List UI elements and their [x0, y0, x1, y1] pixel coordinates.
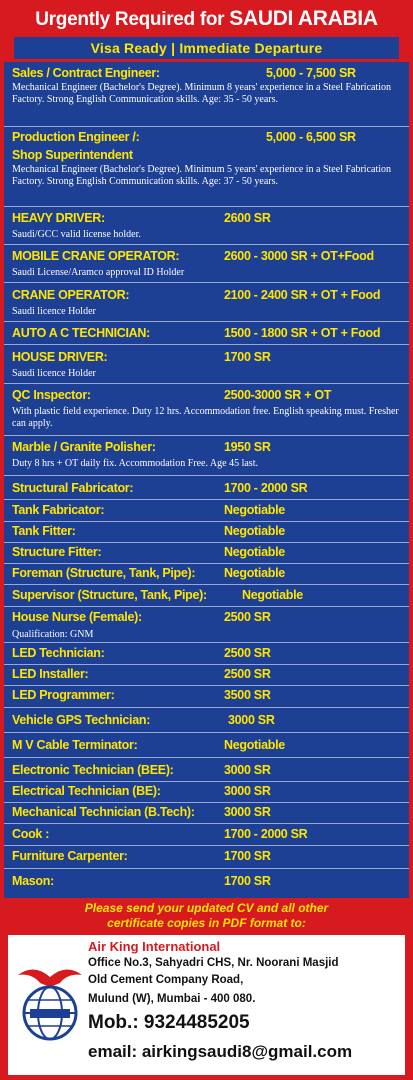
- divider: [4, 757, 409, 758]
- job-salary: Negotiable: [224, 566, 285, 580]
- job-description: Saudi licence Holder: [12, 368, 96, 379]
- job-title: Production Engineer /:: [12, 130, 140, 144]
- address-line-2: Old Cement Company Road,: [88, 974, 244, 986]
- job-title: QC Inspector:: [12, 388, 91, 402]
- job-title: Tank Fabricator:: [12, 503, 105, 517]
- job-description: Saudi License/Aramco approval ID Holder: [12, 267, 185, 278]
- job-description: Duty 8 hrs + OT daily fix. Accommodation Free. Age 45 last.: [12, 458, 258, 469]
- job-title: Marble / Granite Polisher:: [12, 440, 156, 454]
- job-title: M V Cable Terminator:: [12, 738, 138, 752]
- mobile-number[interactable]: Mob.: 9324485205: [88, 1012, 250, 1033]
- job-title: LED Technician:: [12, 646, 105, 660]
- job-salary: 2500 SR: [224, 610, 271, 624]
- divider: [4, 685, 409, 686]
- job-title: Mechanical Technician (B.Tech):: [12, 805, 195, 819]
- job-title: Furniture Carpenter:: [12, 849, 128, 863]
- job-salary: 2600 SR: [224, 211, 271, 225]
- divider: [4, 845, 409, 846]
- job-salary: 1700 SR: [224, 849, 271, 863]
- divider: [4, 563, 409, 564]
- divider: [4, 499, 409, 500]
- divider: [4, 244, 409, 245]
- job-salary: Negotiable: [242, 588, 303, 602]
- divider: [4, 642, 409, 643]
- cv-instructions-line2: certificate copies in PDF format to:: [107, 916, 306, 930]
- job-salary: Negotiable: [224, 503, 285, 517]
- job-salary: 1700 SR: [224, 874, 271, 888]
- divider: [4, 707, 409, 708]
- divider: [4, 475, 409, 476]
- divider: [4, 584, 409, 585]
- job-title: AUTO A C TECHNICIAN:: [12, 326, 150, 340]
- divider: [4, 435, 409, 436]
- divider: [4, 802, 409, 803]
- job-salary: 2600 - 3000 SR + OT+Food: [224, 249, 374, 263]
- job-title: Vehicle GPS Technician:: [12, 713, 151, 727]
- contact-card: [8, 935, 405, 1075]
- globe-eagle-logo: [16, 955, 84, 1045]
- job-title: Foreman (Structure, Tank, Pipe):: [12, 566, 196, 580]
- job-description: Qualification: GNM: [12, 629, 94, 640]
- email-address[interactable]: email: airkingsaudi8@gmail.com: [88, 1042, 353, 1061]
- job-description: Saudi/GCC valid license holder.: [12, 229, 141, 240]
- divider: [4, 321, 409, 322]
- divider: [4, 521, 409, 522]
- job-salary: 5,000 - 6,500 SR: [266, 130, 356, 144]
- job-description: With plastic field experience. Duty 12 hrs. Accommodation free. English speaking must. Fresher can apply.: [12, 406, 399, 429]
- job-description: Saudi licence Holder: [12, 306, 96, 317]
- divider: [4, 126, 409, 127]
- job-title: House Nurse (Female):: [12, 610, 142, 624]
- divider: [4, 664, 409, 665]
- title-country: SAUDI ARABIA: [229, 7, 378, 30]
- job-title: MOBILE CRANE OPERATOR:: [12, 249, 180, 263]
- job-salary: 3000 SR: [224, 784, 271, 798]
- job-title: Supervisor (Structure, Tank, Pipe):: [12, 588, 207, 602]
- job-salary: 2100 - 2400 SR + OT + Food: [224, 288, 381, 302]
- company-name: Air King International: [88, 939, 221, 954]
- job-salary: 1500 - 1800 SR + OT + Food: [224, 326, 381, 340]
- divider: [4, 206, 409, 207]
- job-salary: 3000 SR: [228, 713, 275, 727]
- job-salary: 3000 SR: [224, 805, 271, 819]
- job-description: Mechanical Engineer (Bachelor's Degree). Minimum 8 years' experience in a Steel Fabrication Factory. Strong English Communication skills. Age: 35 - 50 years.: [12, 82, 392, 105]
- job-title: LED Programmer:: [12, 688, 115, 702]
- job-title: LED Installer:: [12, 667, 89, 681]
- job-salary: 1700 - 2000 SR: [224, 481, 308, 495]
- job-title: Cook :: [12, 827, 50, 841]
- job-salary: 1700 SR: [224, 350, 271, 364]
- title-prefix: Urgently Required for: [35, 9, 225, 30]
- divider: [4, 868, 409, 869]
- job-title-line2: Shop Superintendent: [12, 148, 133, 162]
- divider: [4, 542, 409, 543]
- job-title: CRANE OPERATOR:: [12, 288, 130, 302]
- job-title: Structure Fitter:: [12, 545, 102, 559]
- job-title: Electronic Technician (BEE):: [12, 763, 174, 777]
- job-title: Sales / Contract Engineer:: [12, 66, 160, 80]
- job-title: Structural Fabricator:: [12, 481, 134, 495]
- job-salary: 3000 SR: [224, 763, 271, 777]
- address-line-3: Mulund (W), Mumbai - 400 080.: [88, 993, 256, 1005]
- job-salary: Negotiable: [224, 545, 285, 559]
- divider: [4, 344, 409, 345]
- job-title: Tank Fitter:: [12, 524, 76, 538]
- cv-instructions: [30, 901, 383, 931]
- divider: [4, 732, 409, 733]
- job-title: Electrical Technician (BE):: [12, 784, 161, 798]
- divider: [4, 282, 409, 283]
- job-salary: 5,000 - 7,500 SR: [266, 66, 356, 80]
- job-title: Mason:: [12, 874, 54, 888]
- subtitle-banner: Visa Ready | Immediate Departure: [14, 37, 399, 59]
- job-salary: Negotiable: [224, 738, 285, 752]
- address-line-1: Office No.3, Sahyadri CHS, Nr. Noorani Masjid: [88, 957, 339, 969]
- divider: [4, 606, 409, 607]
- job-salary: 2500 SR: [224, 646, 271, 660]
- divider: [4, 383, 409, 384]
- job-list: [4, 62, 409, 898]
- job-title: HEAVY DRIVER:: [12, 211, 105, 225]
- job-salary: 3500 SR: [224, 688, 271, 702]
- job-salary: Negotiable: [224, 524, 285, 538]
- job-salary: 1700 - 2000 SR: [224, 827, 308, 841]
- cv-instructions-line1: Please send your updated CV and all other: [84, 901, 329, 915]
- job-title: HOUSE DRIVER:: [12, 350, 108, 364]
- job-salary: 1950 SR: [224, 440, 271, 454]
- page-title: [0, 2, 413, 36]
- job-salary: 2500-3000 SR + OT: [224, 388, 332, 402]
- job-description: Mechanical Engineer (Bachelor's Degree). Minimum 5 years' experience in a Steel Fabrication Factory. Strong English Communication skills. Age: 37 - 50 years.: [12, 164, 392, 187]
- job-salary: 2500 SR: [224, 667, 271, 681]
- divider: [4, 781, 409, 782]
- divider: [4, 823, 409, 824]
